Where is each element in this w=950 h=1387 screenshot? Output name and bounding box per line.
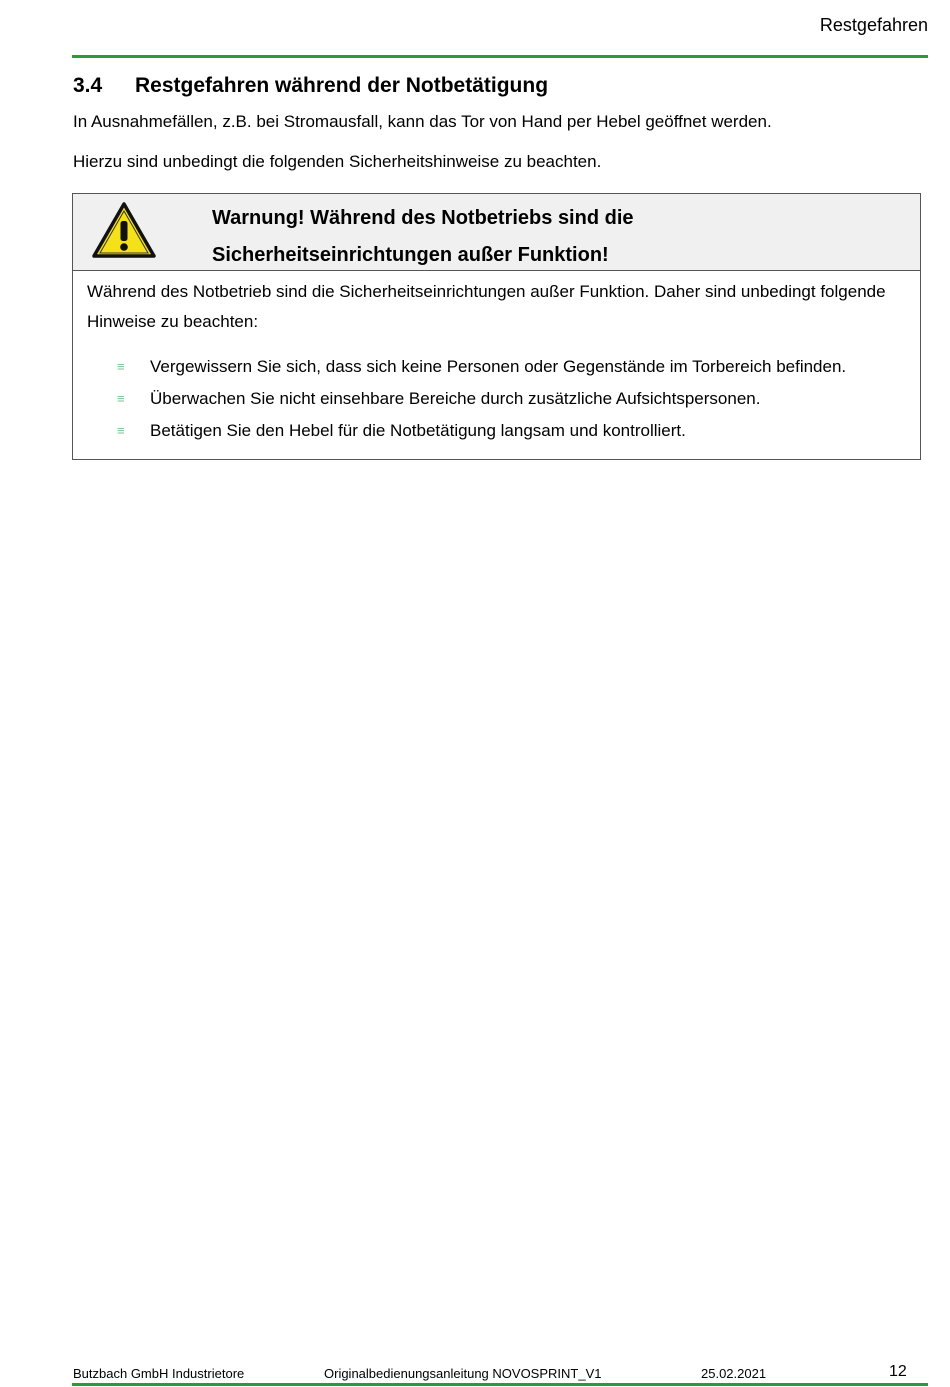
footer-divider — [72, 1383, 928, 1386]
warning-title-line-1: Warnung! Während des Notbetriebs sind die — [212, 207, 634, 229]
intro-paragraph: In Ausnahmefällen, z.B. bei Stromausfall, kann das Tor von Hand per Hebel geöffnet werden. — [73, 112, 772, 131]
page-number: 12 — [889, 1363, 907, 1380]
warning-box — [72, 193, 921, 460]
list-item — [87, 415, 906, 447]
warning-title-line-2: Sicherheitseinrichtungen außer Funktion! — [212, 244, 609, 266]
bullet-icon: ≡ — [117, 423, 125, 438]
section-title: Restgefahren während der Notbetätigung — [135, 74, 549, 97]
header-divider — [72, 55, 928, 58]
warning-header — [73, 194, 920, 271]
section-number: 3.4 — [73, 74, 103, 97]
list-item — [87, 383, 906, 415]
footer-document: Originalbedienungsanleitung NOVOSPRINT_V1 — [324, 1366, 602, 1381]
list-item — [87, 351, 906, 383]
list-item-text: Vergewissern Sie sich, dass sich keine Personen oder Gegenstände im Torbereich befinden. — [150, 357, 847, 376]
footer-company: Butzbach GmbH Industrietore — [73, 1366, 245, 1381]
warning-triangle-icon — [92, 202, 156, 258]
list-item-text: Betätigen Sie den Hebel für die Notbetätigung langsam und kontrolliert. — [150, 421, 686, 440]
section-heading — [73, 74, 548, 98]
warning-intro: Während des Notbetrieb sind die Sicherheitseinrichtungen außer Funktion. Daher sind unbedingt folgende Hinweise zu beachten: — [87, 282, 886, 331]
running-header: Restgefahren — [819, 15, 928, 35]
bullet-icon: ≡ — [117, 391, 125, 406]
list-item-text: Überwachen Sie nicht einsehbare Bereiche durch zusätzliche Aufsichtspersonen. — [150, 389, 761, 408]
safety-paragraph: Hierzu sind unbedingt die folgenden Sicherheitshinweise zu beachten. — [73, 152, 602, 171]
warning-body — [73, 271, 920, 447]
warning-title — [212, 200, 634, 274]
warning-list — [87, 351, 906, 447]
bullet-icon: ≡ — [117, 359, 125, 374]
footer-date: 25.02.2021 — [701, 1366, 767, 1381]
